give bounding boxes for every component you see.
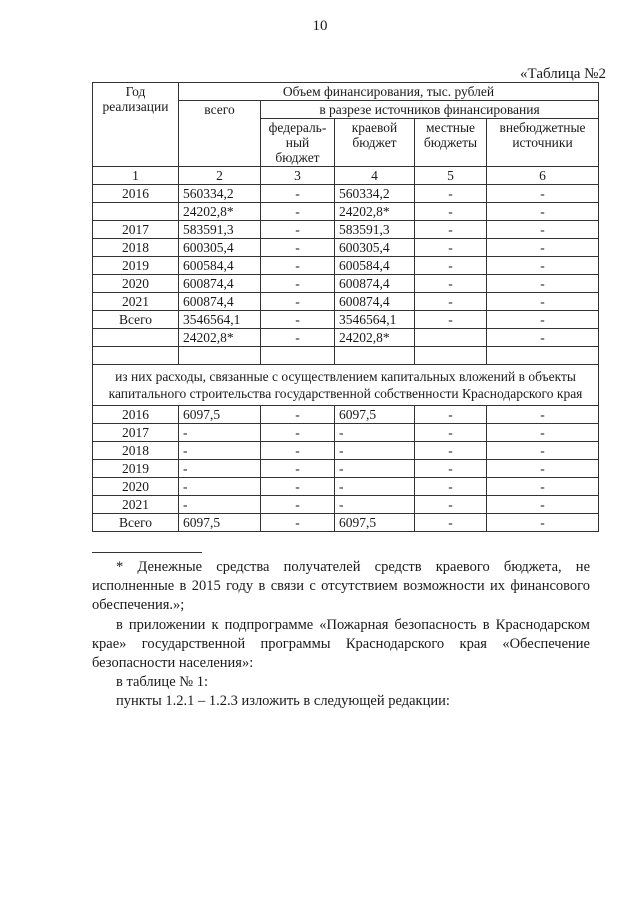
table-cell: -: [335, 424, 415, 442]
table-row: [93, 406, 599, 424]
table-cell: 2016: [93, 406, 179, 424]
table-cell: 2016: [93, 185, 179, 203]
table-cell: -: [415, 514, 487, 532]
table-cell: -: [487, 257, 599, 275]
table-cell: -: [261, 311, 335, 329]
table-row: [93, 514, 599, 532]
table-cell: -: [261, 185, 335, 203]
table-cell: -: [487, 185, 599, 203]
table-cell: -: [415, 257, 487, 275]
table-cell: 600584,4: [335, 257, 415, 275]
table-cell: -: [487, 329, 599, 347]
table-cell: 600874,4: [179, 293, 261, 311]
table-cell: 6097,5: [335, 514, 415, 532]
table-row: [93, 478, 599, 496]
col-number: 1: [93, 167, 179, 185]
paragraph-appendix: в приложении к подпрограмме «Пожарная безопасность в Краснодарском крае» государственной программы Краснодарского края «Обеспечение безопасности населения»:: [92, 617, 590, 671]
table-cell: -: [179, 442, 261, 460]
table-cell: 600874,4: [335, 293, 415, 311]
header-funding-volume: Объем финансирования, тыс. рублей: [179, 83, 599, 101]
paragraph-table1: в таблице № 1:: [116, 674, 208, 690]
table-cell: 24202,8*: [179, 203, 261, 221]
table-cell: -: [261, 496, 335, 514]
table-cell: [487, 347, 599, 365]
table-cell: -: [179, 478, 261, 496]
table-row: [93, 496, 599, 514]
table-cell: 2019: [93, 257, 179, 275]
table-cell: 2018: [93, 442, 179, 460]
table-cell: 2020: [93, 275, 179, 293]
table-cell: -: [261, 293, 335, 311]
table-cell: -: [487, 496, 599, 514]
table-cell: 600874,4: [335, 275, 415, 293]
table-cell: Всего: [93, 514, 179, 532]
table-cell: Всего: [93, 311, 179, 329]
table-cell: -: [335, 478, 415, 496]
table-cell: 583591,3: [335, 221, 415, 239]
table-cell: -: [415, 275, 487, 293]
col-number: 3: [261, 167, 335, 185]
table-cell: 2021: [93, 496, 179, 514]
table-cell: -: [487, 239, 599, 257]
header-by-sources: в разрезе источников финансирования: [261, 101, 599, 119]
table-row: [93, 257, 599, 275]
table-cell: -: [487, 478, 599, 496]
table-cell: -: [487, 311, 599, 329]
table-cell: 600305,4: [335, 239, 415, 257]
table-cell: -: [415, 311, 487, 329]
table-cell: 560334,2: [335, 185, 415, 203]
column-number-row: [93, 167, 599, 185]
table-cell: 2019: [93, 460, 179, 478]
col-number: 4: [335, 167, 415, 185]
table-cell: -: [261, 203, 335, 221]
table-row: [93, 293, 599, 311]
table-cell: -: [261, 514, 335, 532]
header-federal: федераль-ный бюджет: [261, 119, 335, 167]
table-cell: -: [261, 257, 335, 275]
table-cell: -: [415, 496, 487, 514]
table-cell: -: [415, 239, 487, 257]
header-regional: краевой бюджет: [335, 119, 415, 167]
table-cell: -: [415, 442, 487, 460]
table-cell: -: [415, 406, 487, 424]
table-cell: 6097,5: [179, 406, 261, 424]
table-cell: -: [487, 275, 599, 293]
table-cell: -: [487, 221, 599, 239]
table-row: [93, 203, 599, 221]
table-cell: -: [415, 478, 487, 496]
table-cell: -: [261, 239, 335, 257]
table-caption: «Таблица №2: [520, 66, 606, 82]
paragraph-items: пункты 1.2.1 – 1.2.3 изложить в следующей редакции:: [116, 693, 450, 709]
table-cell: -: [415, 293, 487, 311]
table-cell: 583591,3: [179, 221, 261, 239]
table-cell: -: [415, 460, 487, 478]
table-cell: -: [415, 424, 487, 442]
table-cell: -: [179, 424, 261, 442]
footnote-divider: [92, 552, 202, 553]
table-cell: 3546564,1: [179, 311, 261, 329]
table-cell: 2017: [93, 221, 179, 239]
table-row: [93, 275, 599, 293]
table-cell: -: [487, 514, 599, 532]
table-cell: [335, 347, 415, 365]
table-cell: 6097,5: [179, 514, 261, 532]
header-local: местные бюджеты: [415, 119, 487, 167]
table-cell: [179, 347, 261, 365]
table-cell: -: [415, 185, 487, 203]
table-cell: -: [261, 478, 335, 496]
table-cell: 24202,8*: [335, 203, 415, 221]
table-cell: 600305,4: [179, 239, 261, 257]
page-number: 10: [312, 18, 328, 34]
table-cell: [93, 203, 179, 221]
table-cell: [93, 329, 179, 347]
table-cell: 600584,4: [179, 257, 261, 275]
table-cell: -: [335, 496, 415, 514]
table-row: [93, 424, 599, 442]
table-cell: 600874,4: [179, 275, 261, 293]
table-cell: 24202,8*: [335, 329, 415, 347]
header-extra: внебюджетные источники: [487, 119, 599, 167]
table-cell: -: [487, 293, 599, 311]
table-cell: -: [261, 406, 335, 424]
table-row: [93, 239, 599, 257]
col-number: 2: [179, 167, 261, 185]
table-cell: [415, 347, 487, 365]
capital-section-title: из них расходы, связанные с осуществлением капитальных вложений в объекты капитального строительства государственной собственности Краснодарского края: [93, 365, 599, 406]
table-row: [93, 311, 599, 329]
table-row: [93, 185, 599, 203]
table-cell: -: [179, 460, 261, 478]
table-cell: -: [261, 275, 335, 293]
table-cell: -: [487, 406, 599, 424]
footnote: * Денежные средства получателей средств краевого бюджета, не исполненные в 2015 году в связи с отсутствием возможности их финансового обеспечения.»;: [92, 559, 590, 613]
table-cell: [261, 347, 335, 365]
table-cell: 2021: [93, 293, 179, 311]
table-cell: 560334,2: [179, 185, 261, 203]
table-cell: -: [261, 460, 335, 478]
table-cell: 2018: [93, 239, 179, 257]
table-cell: -: [179, 496, 261, 514]
table-row: [93, 221, 599, 239]
table-cell: [93, 347, 179, 365]
table-row: [93, 347, 599, 365]
table-cell: -: [415, 203, 487, 221]
table-cell: -: [487, 442, 599, 460]
table-cell: -: [487, 424, 599, 442]
col-number: 5: [415, 167, 487, 185]
col-number: 6: [487, 167, 599, 185]
table-cell: 24202,8*: [179, 329, 261, 347]
table-row: [93, 442, 599, 460]
table-cell: -: [261, 442, 335, 460]
table-cell: 3546564,1: [335, 311, 415, 329]
table-row: [93, 329, 599, 347]
table-cell: -: [261, 329, 335, 347]
table-cell: 6097,5: [335, 406, 415, 424]
table-cell: -: [335, 442, 415, 460]
table-cell: -: [487, 460, 599, 478]
header-year: Год реализации: [93, 83, 179, 167]
table-cell: -: [261, 221, 335, 239]
financing-table: [92, 82, 599, 532]
header-total: всего: [179, 101, 261, 167]
table-cell: 2017: [93, 424, 179, 442]
table-cell: -: [487, 203, 599, 221]
table-row: [93, 460, 599, 478]
table-cell: -: [261, 424, 335, 442]
table-cell: [415, 329, 487, 347]
table-cell: -: [415, 221, 487, 239]
table-cell: 2020: [93, 478, 179, 496]
table-cell: -: [335, 460, 415, 478]
